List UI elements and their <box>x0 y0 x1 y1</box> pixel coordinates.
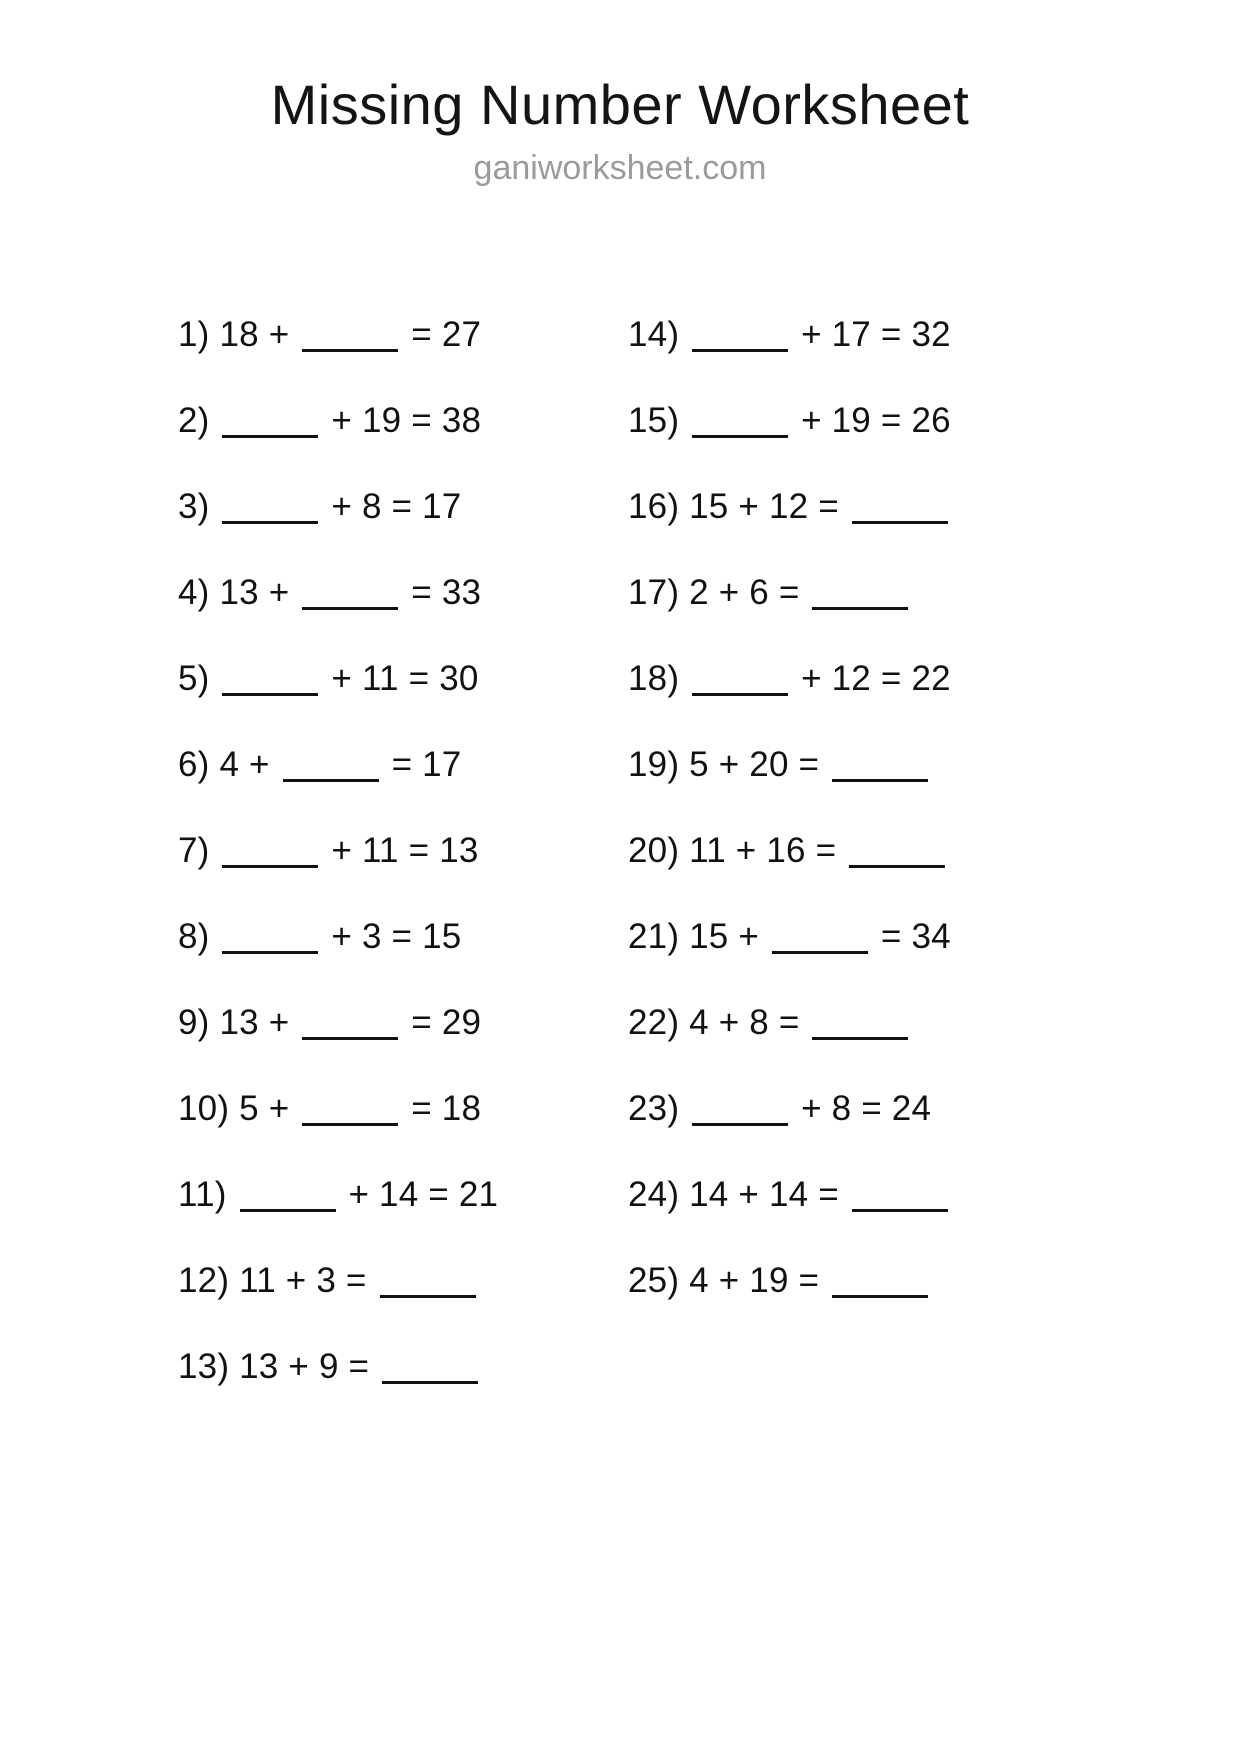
problem-expression-right: = 33 <box>411 573 482 612</box>
problem-expression-right: + 19 = 38 <box>331 401 482 440</box>
problem-expression-left: 2 + 6 = <box>689 573 800 612</box>
problem-number: 25) <box>628 1261 680 1300</box>
problem-row <box>628 722 1088 808</box>
problem-expression-right: + 12 = 22 <box>801 659 951 698</box>
problem-row <box>178 980 628 1066</box>
answer-blank[interactable] <box>222 663 318 696</box>
problem-row <box>628 550 1088 636</box>
problem-expression-left: 4 + <box>219 745 270 784</box>
problem-expression-left: 5 + <box>239 1089 290 1128</box>
problem-expression-right: = 27 <box>411 315 482 354</box>
problem-number: 9) <box>178 1003 210 1042</box>
problem-row <box>178 894 628 980</box>
problem-row <box>178 1238 628 1324</box>
answer-blank[interactable] <box>832 749 928 782</box>
answer-blank[interactable] <box>302 1093 398 1126</box>
problem-expression-left: 18 + <box>219 315 290 354</box>
problem-expression-left: 13 + <box>219 573 290 612</box>
answer-blank[interactable] <box>222 405 318 438</box>
page-title: Missing Number Worksheet <box>270 73 970 136</box>
problem-number: 14) <box>628 315 680 354</box>
problem-expression-right: = 29 <box>411 1003 482 1042</box>
problem-row <box>628 1066 1088 1152</box>
answer-blank[interactable] <box>283 749 379 782</box>
problem-row <box>628 636 1088 722</box>
problem-expression-right: = 18 <box>411 1089 482 1128</box>
problem-number: 11) <box>178 1175 227 1214</box>
problem-expression-left: 5 + 20 = <box>689 745 820 784</box>
problem-expression-right: + 8 = 24 <box>801 1089 932 1128</box>
answer-blank[interactable] <box>849 835 945 868</box>
problem-expression-left: 4 + 8 = <box>689 1003 800 1042</box>
problem-expression-right: + 11 = 30 <box>331 659 479 698</box>
problem-row <box>628 1238 1088 1324</box>
answer-blank[interactable] <box>692 319 788 352</box>
problem-number: 10) <box>178 1089 230 1128</box>
problem-expression-right: + 11 = 13 <box>331 831 479 870</box>
answer-blank[interactable] <box>852 491 948 524</box>
problem-row <box>178 550 628 636</box>
site-attribution: ganiworksheet.com <box>473 148 767 187</box>
problem-row <box>628 980 1088 1066</box>
problem-row <box>178 292 628 378</box>
problem-number: 19) <box>628 745 680 784</box>
problem-number: 16) <box>628 487 680 526</box>
answer-blank[interactable] <box>692 405 788 438</box>
problem-expression-right: + 3 = 15 <box>331 917 462 956</box>
problem-row <box>178 808 628 894</box>
problem-expression-right: + 8 = 17 <box>331 487 462 526</box>
problem-expression-right: = 34 <box>880 917 951 956</box>
problem-number: 15) <box>628 401 680 440</box>
answer-blank[interactable] <box>382 1351 478 1384</box>
answer-blank[interactable] <box>692 1093 788 1126</box>
answer-blank[interactable] <box>302 1007 398 1040</box>
answer-blank[interactable] <box>222 921 318 954</box>
problem-expression-left: 15 + 12 = <box>689 487 839 526</box>
problem-expression-right: = 17 <box>391 745 462 784</box>
problem-number: 3) <box>178 487 210 526</box>
problem-row <box>628 808 1088 894</box>
problem-number: 6) <box>178 745 210 784</box>
problem-row <box>178 1324 628 1410</box>
problem-number: 2) <box>178 401 210 440</box>
problems-column-left <box>178 292 628 1410</box>
problems-container <box>0 292 1240 1410</box>
answer-blank[interactable] <box>302 319 398 352</box>
problem-row <box>178 636 628 722</box>
problem-row <box>178 464 628 550</box>
problem-expression-right: + 17 = 32 <box>801 315 951 354</box>
answer-blank[interactable] <box>240 1179 336 1212</box>
problem-number: 1) <box>178 315 210 354</box>
answer-blank[interactable] <box>380 1265 476 1298</box>
answer-blank[interactable] <box>222 835 318 868</box>
problem-number: 18) <box>628 659 680 698</box>
problem-row <box>628 464 1088 550</box>
problem-row <box>628 894 1088 980</box>
problem-expression-left: 13 + 9 = <box>239 1347 370 1386</box>
problem-expression-left: 15 + <box>689 917 760 956</box>
problem-row <box>178 378 628 464</box>
problem-expression-right: + 19 = 26 <box>801 401 951 440</box>
problem-expression-left: 4 + 19 = <box>689 1261 820 1300</box>
answer-blank[interactable] <box>222 491 318 524</box>
answer-blank[interactable] <box>692 663 788 696</box>
problem-number: 21) <box>628 917 680 956</box>
problem-number: 17) <box>628 573 680 612</box>
problem-expression-left: 14 + 14 = <box>689 1175 839 1214</box>
problem-number: 13) <box>178 1347 230 1386</box>
problem-expression-left: 13 + <box>219 1003 290 1042</box>
answer-blank[interactable] <box>832 1265 928 1298</box>
answer-blank[interactable] <box>812 1007 908 1040</box>
answer-blank[interactable] <box>772 921 868 954</box>
answer-blank[interactable] <box>302 577 398 610</box>
problem-row <box>628 292 1088 378</box>
problem-number: 23) <box>628 1089 680 1128</box>
problem-expression-left: 11 + 16 = <box>689 831 837 870</box>
problem-number: 7) <box>178 831 210 870</box>
problems-column-right <box>628 292 1088 1324</box>
worksheet-header <box>0 0 1240 187</box>
problem-row <box>178 1152 628 1238</box>
problem-expression-right: + 14 = 21 <box>348 1175 499 1214</box>
answer-blank[interactable] <box>812 577 908 610</box>
answer-blank[interactable] <box>852 1179 948 1212</box>
problem-row <box>628 378 1088 464</box>
problem-number: 4) <box>178 573 210 612</box>
problem-expression-left: 11 + 3 = <box>239 1261 367 1300</box>
problem-row <box>628 1152 1088 1238</box>
problem-number: 8) <box>178 917 210 956</box>
problem-number: 24) <box>628 1175 680 1214</box>
problem-row <box>178 1066 628 1152</box>
problem-row <box>178 722 628 808</box>
problem-number: 5) <box>178 659 210 698</box>
problem-number: 20) <box>628 831 680 870</box>
problem-number: 22) <box>628 1003 680 1042</box>
problem-number: 12) <box>178 1261 230 1300</box>
